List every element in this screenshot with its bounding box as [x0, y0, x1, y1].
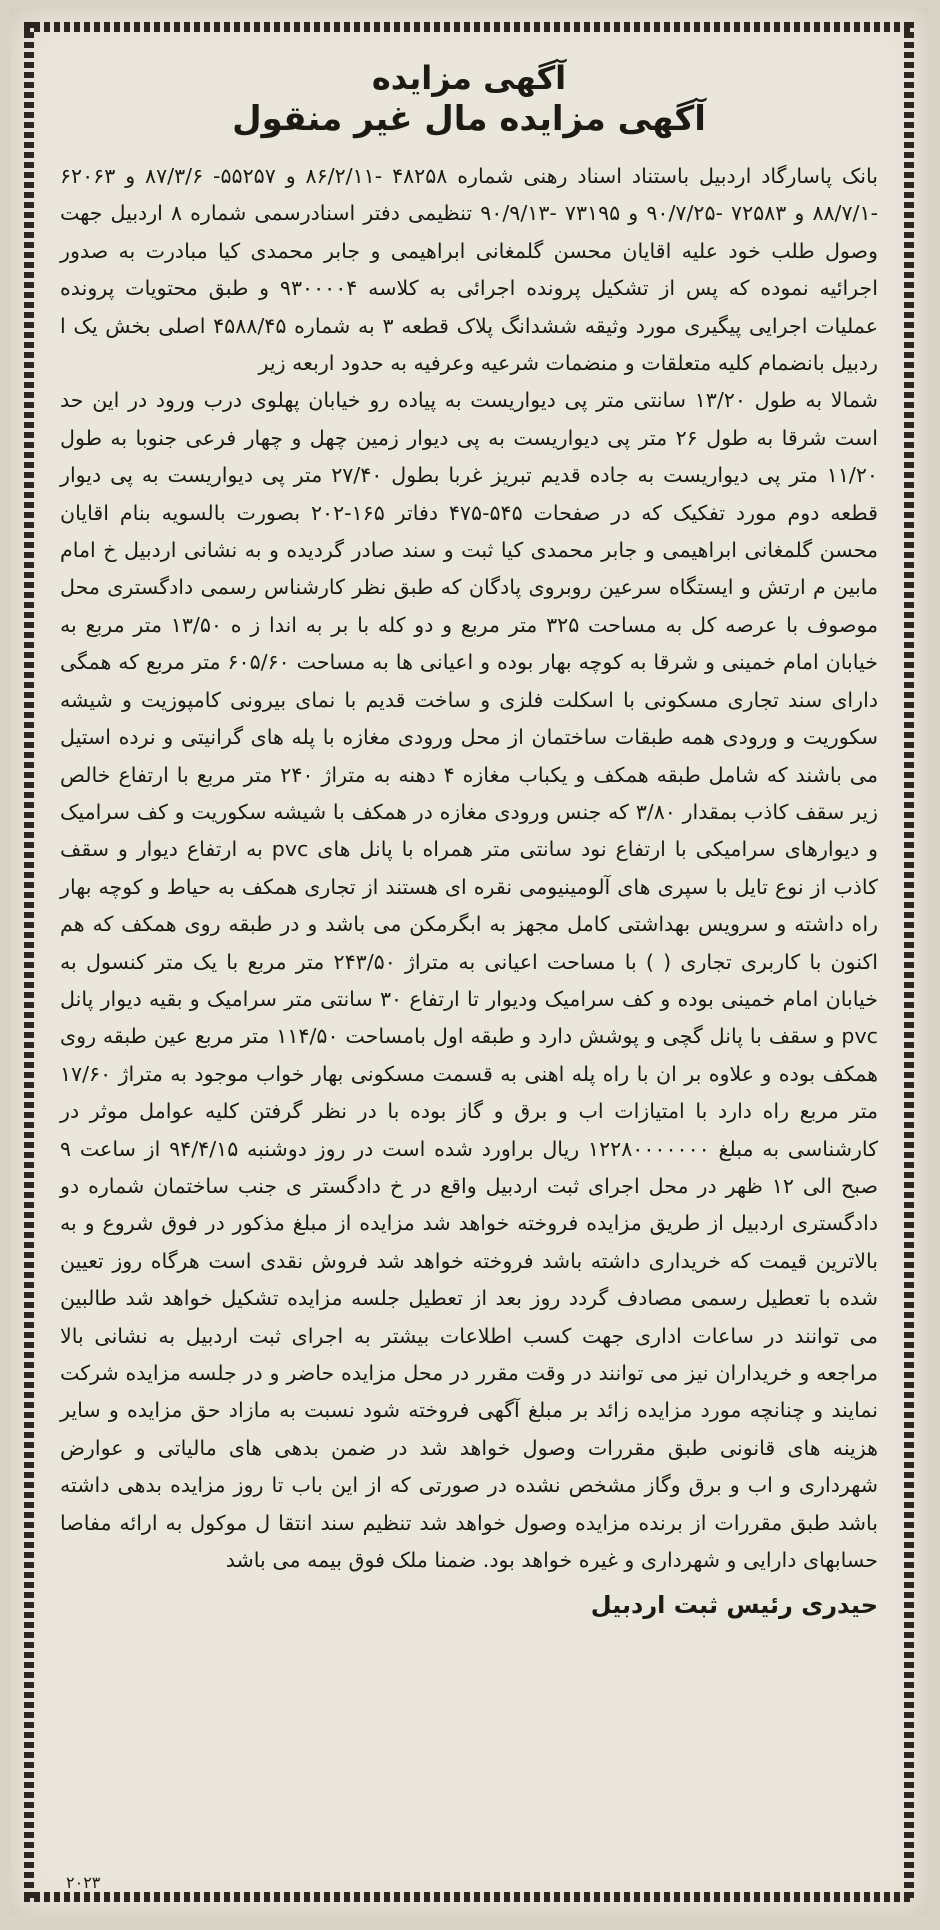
notice-header — [60, 58, 878, 140]
notice-paragraph-details: شمالا به طول ۱۳/۲۰ سانتی متر پی دیواریست به پیاده رو خیابان پهلوی درب ورود در این حد است شرقا به طول ۲۶ متر پی دیواریست به پی دیوار زمین چهل و چهار فرعی جنوبا به طول ۱۱/۲۰ متر پی دیواریست به جاده قدیم تبریز غربا بطول ۲۷/۴۰ متر پی دیواریست به پی دیوار قطعه دوم مورد تفکیک که در صفحات ۵۴۵-۴۷۵ دفاتر ۱۶۵-۲۰۲ بصورت بالسویه بنام اقایان محسن گلمغانی ابراهیمی و جابر محمدی کیا ثبت و سند صادر گردیده و به نشانی اردبیل خ امام مابین م ارتش و ایستگاه سرعین روبروی پادگان که طبق نظر کارشناس رسمی دادگستری محل موصوف با عرصه کل به مساحت ۳۲۵ متر مربع و دو کله با بر به اندا ز ه ۱۳/۵۰ متر مربع به خیابان امام خمینی و شرقا به کوچه بهار بوده و اعیانی ها به مساحت ۶۰۵/۶۰ متر مربع که همگی دارای سند تجاری مسکونی با اسکلت فلزی و ساخت قدیم با نمای بیرونی کامپوزیت و شیشه سکوریت و ورودی همه طبقات ساختمان از محل ورودی مغازه با پله های گرانیتی و نرده استیل می باشند که شامل طبقه همکف و یکباب مغازه ۴ دهنه به متراژ ۲۴۰ متر مربع با ارتفاع خالص زیر سقف کاذب بمقدار ۳/۸۰ که جنس ورودی مغازه در همکف با شیشه سکوریت و کف سرامیک و دیوارهای سرامیکی با ارتفاع نود سانتی متر همراه با پانل های pvc به ارتفاع دیوار و سقف کاذب از نوع تایل با سپری های آلومینیومی نقره ای هستند از تجاری همکف به حیاط و کوچه بهار راه داشته و سرویس بهداشتی کامل مجهز به ابگرمکن می باشد و در طبقه روی همکف که هم اکنون با کاربری تجاری ( ) با مساحت اعیانی به متراژ ۲۴۳/۵۰ متر مربع با یک متر کنسول به خیابان امام خمینی بوده و کف سرامیک ودیوار تا ارتفاع ۳۰ سانتی متر سرامیک و بقیه دیوار پانل pvc و سقف با پانل گچی و پوشش دارد و طبقه اول بامساحت ۱۱۴/۵۰ متر مربع عین طبقه روی همکف بوده و علاوه بر ان با راه پله اهنی به قسمت مسکونی بهار خواب موجود به متراژ ۱۷/۶۰ متر مربع راه دارد با امتیازات اب و برق و گاز بوده با در نظر گرفتن کلیه عوامل موثر در کارشناسی به مبلغ ۱۲۲۸۰۰۰۰۰۰۰ ریال براورد شده است در روز دوشنبه ۹۴/۴/۱۵ از ساعت ۹ صبح الی ۱۲ ظهر در محل اجرای ثبت اردبیل واقع در خ دادگستر ی جنب ساختمان شماره دو دادگستری اردبیل از طریق مزایده فروخته خواهد شد مزایده از مبلغ مذکور در فوق شروع و به بالاترین قیمت که خریداری داشته باشد فروخته خواهد شد فروش نقدی است هرگاه روز تعیین شده با تعطیل رسمی مصادف گردد روز بعد از تعطیل جلسه مزایده تشکیل خواهد شد طالبین می توانند در ساعات اداری جهت کسب اطلاعات بیشتر به اجرای ثبت اردبیل به نشانی بالا مراجعه و خریداران نیز می توانند در وقت مقرر در محل مزایده حاضر و در جلسه مزایده شرکت نمایند و چنانچه مورد مزایده زائد بر مبلغ آگهی فروخته شود نسبت به مازاد حق مزایده و سایر هزینه های قانونی طبق مقررات وصول خواهد شد در ضمن بدهی های مالیاتی و عوارض شهرداری و اب و برق وگاز مشخص نشده در صورتی که از این باب تا روز مزایده بدهی داشته باشد طبق مقررات از برنده مزایده وصول خواهد شد تنظیم سند انتقا ل موکول به ارائه مفاصا حسابهای دارایی و شهرداری و غیره خواهد بود. ضمنا ملک فوق بیمه می باشد — [60, 388, 879, 1573]
dotted-border-left — [24, 22, 34, 1902]
notice-code: ۲۰۲۳ — [66, 1873, 101, 1892]
dotted-border-right — [904, 22, 914, 1902]
notice-body — [60, 158, 878, 1579]
notice-content — [60, 58, 878, 1868]
dotted-border-top — [24, 22, 914, 32]
notice-paragraph-intro: بانک پاسارگاد اردبیل باستناد اسناد رهنی شماره ۴۸۲۵۸ -۸۶/۲/۱۱ و ۵۵۲۵۷- ۸۷/۳/۶ و ۶۲۰۶۳ -۸۸/۷/۱ و ۷۲۵۸۳ -۹۰/۷/۲۵ و ۷۳۱۹۵ -۹۰/۹/۱۳ تنظیمی دفتر اسنادرسمی شماره ۸ اردبیل جهت وصول طلب خود علیه اقایان محسن گلمغانی ابراهیمی و جابر محمدی کیا مبادرت به صدور اجرائیه نموده که پس از تشکیل پرونده اجرائی به کلاسه ۹۳۰۰۰۰۴ و طبق محتویات پرونده عملیات اجرایی پیگیری مورد وثیقه ششدانگ پلاک قطعه ۳ به شماره ۴۵۸۸/۴۵ اصلی بخش یک ا ردبیل بانضمام کلیه متعلقات و منضمات شرعیه وعرفیه به حدود اربعه زیر — [60, 164, 879, 376]
notice-signature: حیدری رئیس ثبت اردبیل — [590, 1591, 878, 1620]
notice-title: آگهی مزایده — [371, 59, 567, 97]
notice-subtitle: آگهی مزایده مال غیر منقول — [232, 99, 706, 139]
newspaper-clipping — [10, 8, 928, 1916]
dotted-border-bottom — [24, 1892, 914, 1902]
